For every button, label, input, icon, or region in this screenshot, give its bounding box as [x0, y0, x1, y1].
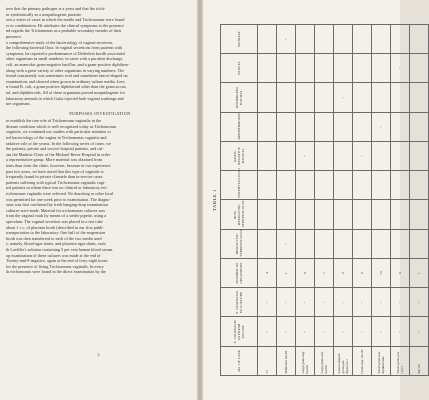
table-cell [258, 25, 277, 54]
table-cell [315, 200, 334, 229]
table-cell: + [353, 317, 372, 346]
table-body [258, 25, 429, 376]
text-line: th Loeffler's solution containing 5 per cent human blood serum. [6, 246, 114, 252]
table-cell: + [277, 229, 296, 258]
column-header: NON-HEMOLYTIC STREPTOCOCCI [221, 200, 258, 229]
table-cell: Bacilli [410, 346, 429, 375]
table-row [372, 25, 391, 376]
table-cell [353, 229, 372, 258]
table-row [391, 25, 410, 376]
table-cell [334, 25, 353, 54]
column-header: T. VAGINALIS IN CULTURE [221, 288, 258, 317]
table-cell [353, 54, 372, 83]
table-cell: + [353, 288, 372, 317]
table-cell [391, 25, 410, 54]
text-line: speculum. The vaginal secretion was placed in a test tube [6, 218, 103, 224]
table-cell [410, 83, 429, 112]
left-page-text [6, 6, 194, 275]
text-line: coli, an anaerobic gram-negative bacillus, and a gram-positive diphthero- [6, 61, 130, 67]
text-line: to establish the true role of Trichomonas vaginalis in the [6, 118, 102, 124]
table-cell [258, 200, 277, 229]
table-cell [315, 83, 334, 112]
table-cell [334, 200, 353, 229]
table-cell: 13 [372, 259, 391, 288]
table-cell [315, 25, 334, 54]
table-cell [353, 83, 372, 112]
table-cell: + [391, 317, 410, 346]
table-cell [277, 142, 296, 171]
table-cell: + [372, 112, 391, 141]
table-cell: + [391, 54, 410, 83]
text-line: examination, and showed when grown in ordinary culture media. Lees [6, 78, 125, 84]
table-cell [372, 229, 391, 258]
table-cell [296, 25, 315, 54]
text-line: onas was first confirmed by fresh hanging-drop examination [6, 202, 108, 208]
table-cell [315, 54, 334, 83]
table-cell [372, 83, 391, 112]
text-line: ur symbiotically as a nonpathogenic parasite. [6, 11, 83, 17]
table-cell [277, 83, 296, 112]
table-cell [391, 229, 410, 258]
table-cell [296, 229, 315, 258]
table-cell [334, 229, 353, 258]
table-cell: + [277, 288, 296, 317]
table-row [334, 25, 353, 376]
table-cell [410, 200, 429, 229]
table-cell: Small gram-pos. diphtheroids [372, 346, 391, 375]
column-header: DIPHTHEROIDS [221, 112, 258, 141]
text-line: transportation to the laboratory. One half of the suspension [6, 230, 106, 236]
text-line: was permitted for one week prior to examination. The diagno- [6, 196, 111, 202]
table-cell: + [334, 288, 353, 317]
table-cell: 4 [258, 259, 277, 288]
text-line: patients suffering with typical Trichomonas vaginalis vagi- [6, 179, 106, 185]
table-cell [296, 200, 315, 229]
column-header: T. VAGINALIS IN FRESH MOUNT [221, 317, 258, 346]
table-cell [410, 112, 429, 141]
table-cell [391, 200, 410, 229]
table-cell: 17 [258, 346, 277, 375]
table-cell [315, 142, 334, 171]
text-line: cultures were made. Material for trichomonas cultures was [6, 207, 106, 213]
table-cell: + [334, 83, 353, 112]
column-header: YEASTS [221, 54, 258, 83]
table-cell [296, 54, 315, 83]
table-cell: 1 [410, 259, 429, 288]
text-line: om the Manhist Clinic of the Michael Reese Hospital in order [6, 151, 111, 157]
left-page [0, 0, 197, 400]
text-line: for the presence of living Trichomonas vaginalis. In every [6, 263, 104, 269]
table-cell [258, 171, 277, 200]
table-cell: + [353, 142, 372, 171]
table-cell [315, 229, 334, 258]
table-cell: 8 [391, 259, 410, 288]
text-line: y, namely, blood-agar slants, and placenta-agar slants, each [6, 241, 106, 247]
text-line: op examination of these cultures was made at the end of [6, 252, 101, 258]
table-cell: Lancet-shaped gram-pos. diplococci [334, 346, 353, 375]
table-row [353, 25, 372, 376]
table-row [296, 25, 315, 376]
table-cell [334, 171, 353, 200]
table-cell [277, 112, 296, 141]
text-line: ure organisms. [6, 101, 31, 107]
table-cell [372, 171, 391, 200]
text-line: ients than from the clinic, however, because in our experience [6, 163, 111, 169]
table-cell: + [372, 288, 391, 317]
table-cell: Small gram-pos. cocci [391, 346, 410, 375]
table-cell [391, 83, 410, 112]
table-cell [353, 171, 372, 200]
table-cell [410, 54, 429, 83]
table-cell: 9 [334, 259, 353, 288]
table-cell [410, 171, 429, 200]
table-cell [410, 142, 429, 171]
text-line: ieve that the primary pathogen is a yeast and that the trich- [6, 6, 106, 11]
table-container [206, 8, 421, 392]
table-cell: + [296, 142, 315, 171]
text-line: a representative group. More material was obtained from [6, 157, 102, 163]
text-line: ted bacteriology of the vagina in Trichomonas vaginitis and [6, 135, 107, 141]
text-line: vaginitis, we continued our studies with particular attention to [6, 129, 111, 135]
text-line: from the vaginal vault by means of a sterile pipette, using a [6, 213, 107, 219]
text-line: richomonas vaginalis were selected. No douching or other local [6, 191, 114, 196]
table-title: TABLE 1 [212, 188, 217, 212]
column-header: MONILIA [221, 25, 258, 54]
table-cell [391, 112, 410, 141]
text-line: the patients, private and service hospital patients, and cul- [6, 146, 104, 152]
table-cell: 7 [315, 259, 334, 288]
table-cell [391, 142, 410, 171]
text-line: past two years, we have noted that this type of vaginitis is [6, 168, 104, 174]
table-cell: + [391, 288, 410, 317]
text-line: disease condition which is well recognized today as Trichomonas [6, 123, 117, 129]
table-row [410, 25, 429, 376]
text-line: symptoms, he reported a predominance of Döderlein bacilli associated [6, 50, 125, 56]
table-cell: 1 [277, 259, 296, 288]
table-cell: + [296, 288, 315, 317]
text-line: n found B. coli, a gram-positive diphtheroid other than the gonococcus, [6, 84, 127, 90]
table-cell: + [277, 25, 296, 54]
text-line: orts a series of cases in which the motile and Trichomonas were found [6, 17, 125, 23]
text-line: radative role of the yeasts. In the following series of cases, we [6, 140, 111, 146]
column-header: GRAM-NEGATIVE BACILLI [221, 142, 258, 171]
table-cell [258, 83, 277, 112]
column-header: HEMOLYTIC STREPTOCOCCI [221, 229, 258, 258]
text-line: along with a great variety of other organisms in varying numbers. The [6, 67, 125, 73]
table-cell [372, 142, 391, 171]
table-cell [391, 171, 410, 200]
table-cell [353, 25, 372, 54]
text-line: other organisms in small numbers; in cases with a purulent discharge, [6, 56, 124, 62]
column-header: NO. OF CASE [221, 346, 258, 375]
table-header-row [221, 25, 258, 376]
table-cell [258, 142, 277, 171]
text-line: laboratory animals in which Gatta injected both vaginal washings and [6, 95, 124, 101]
text-line: broth was then transferred to each of the two media used [6, 235, 102, 241]
text-line: ted patients in whom there was no clinical or laboratory evi- [6, 185, 108, 191]
text-line: th trichomonas were found in the direct examination by the [6, 269, 106, 275]
table-cell [372, 200, 391, 229]
text-line: a comprehensive study of the bacteriology of vaginal secretion, [6, 39, 113, 45]
table-row [277, 25, 296, 376]
table-cell: Large gram-pos. bacilli [315, 346, 334, 375]
table-cell [296, 83, 315, 112]
text-line: about 1 c.c. of placenta broth (described in our first publi- [6, 224, 104, 230]
table-cell [296, 171, 315, 200]
table-cell [258, 229, 277, 258]
table-cell: + [277, 317, 296, 346]
table-cell [334, 142, 353, 171]
table-cell [410, 229, 429, 258]
table-cell [372, 25, 391, 54]
section-heading: PURPOSES INVESTIGATION [69, 110, 131, 116]
table-cell [372, 54, 391, 83]
table-cell: + [410, 288, 429, 317]
table-cell [258, 112, 277, 141]
table-cell: + [258, 317, 277, 346]
text-line: nd regards the Trichomonas as a probable secondary invader of their [6, 28, 122, 34]
table-cell: 6 [353, 259, 372, 288]
table-row [315, 25, 334, 376]
table-cell: + [315, 317, 334, 346]
table-cell: 11 [296, 259, 315, 288]
text-line: presence. [6, 33, 22, 39]
table-cell: Large gram-neg. bacilli [296, 346, 315, 375]
table-cell: + [258, 288, 277, 317]
table-cell [277, 54, 296, 83]
text-line: frequently found in private clientele than in service cases. [6, 174, 104, 180]
table-cell [334, 112, 353, 141]
table-cell [258, 54, 277, 83]
table-cell [353, 200, 372, 229]
text-line: Twenty-and-8 negative, again at the end of forty-eight hours [6, 258, 108, 264]
text-line: the following bacterial flora. In vaginal secretions from patients with [6, 45, 123, 51]
table-cell [410, 25, 429, 54]
table-cell [277, 200, 296, 229]
text-line: tal, and diphtheroids. All of these organisms proved nonpathogenic for [6, 89, 126, 95]
table-cell [277, 171, 296, 200]
table-cell: Gram-neg. bacilli [353, 346, 372, 375]
data-table [220, 24, 429, 376]
table-cell: + [372, 317, 391, 346]
column-header: DÖDERLEIN BACILLI [221, 83, 258, 112]
table-cell [296, 112, 315, 141]
rotated-table [206, 8, 421, 392]
table-cell: Döderlein bacilli [277, 346, 296, 375]
text-line: er in combination. He attributes the clinical symptoms to the presence [6, 22, 124, 28]
table-cell [315, 171, 334, 200]
column-header: STAPHYLOCOCCI [221, 171, 258, 200]
page-number: 2 [97, 352, 100, 357]
table-row [258, 25, 277, 376]
table-cell: + [334, 317, 353, 346]
table-cell: + [410, 317, 429, 346]
table-cell: + [315, 288, 334, 317]
text-line: found consistently was sometimes oval and sometimes lancet-shaped on [6, 73, 128, 79]
table-cell: + [296, 317, 315, 346]
table-cell [315, 112, 334, 141]
table-cell [334, 54, 353, 83]
column-header: NUMBER OF ORGANISMS [221, 259, 258, 288]
table-cell [353, 112, 372, 141]
